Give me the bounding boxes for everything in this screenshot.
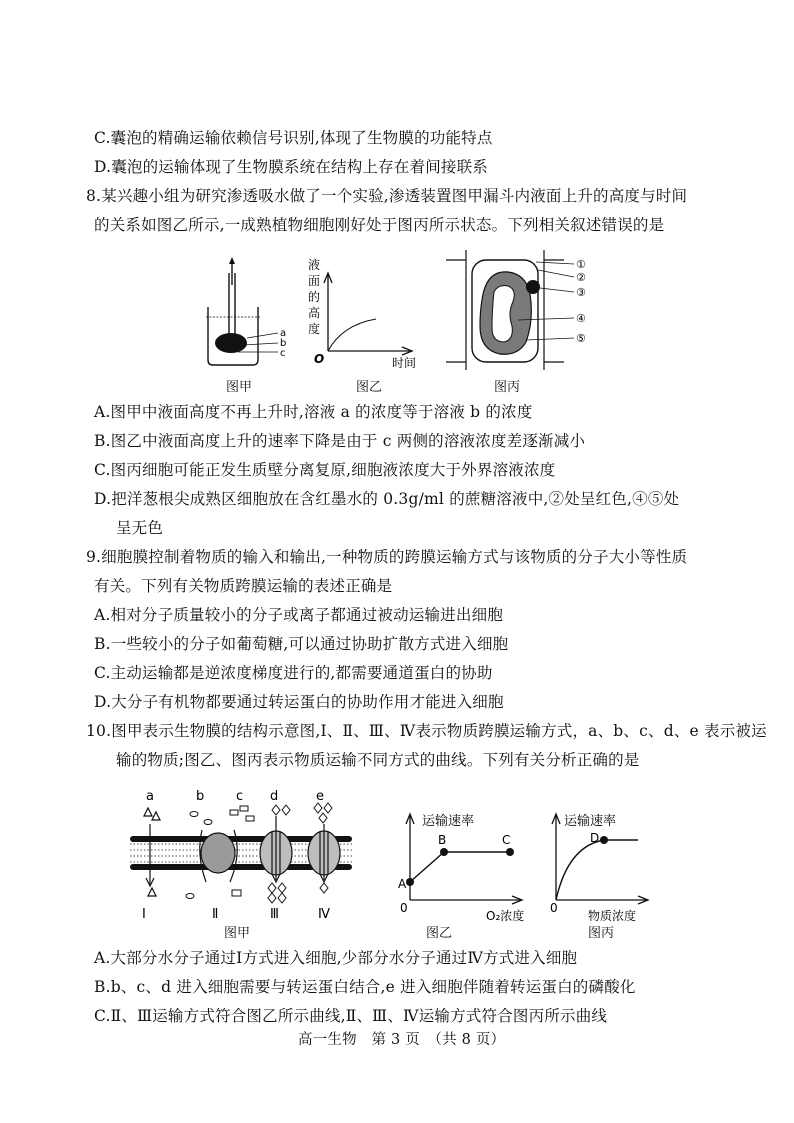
q8-figure-yi	[304, 255, 434, 370]
q9-option-d: D.大分子有机物都要通过转运蛋白的协助作用才能进入细胞	[94, 693, 504, 711]
q10-jia-roman-1: Ⅰ	[142, 907, 146, 922]
q9-option-a: A.相对分子质量较小的分子或离子都通过被动运输进出细胞	[94, 606, 504, 624]
q10-jia-roman-3: Ⅲ	[270, 907, 279, 922]
q10-option-b: B.b、c、d 进入细胞需要与转运蛋白结合,e 进入细胞伴随着转运蛋白的磷酸化	[94, 978, 636, 996]
q8-caption-bing: 图丙	[494, 380, 521, 395]
q8-option-c: C.图丙细胞可能正发生质壁分离复原,细胞液浓度大于外界溶液浓度	[94, 461, 556, 479]
q10-jia-label-c: c	[236, 789, 244, 804]
q10-yi-point-c: C	[502, 833, 511, 847]
q8-yi-ylabel-char: 高	[308, 306, 321, 320]
q10-figure-jia	[126, 784, 356, 934]
q10-stem-line2: 输的物质;图乙、图丙表示物质运输不同方式的曲线。下列有关分析正确的是	[116, 751, 640, 769]
q10-figure-bing	[540, 808, 658, 926]
q10-bing-xlabel: 物质浓度	[588, 909, 637, 923]
q8-option-d-line1: D.把洋葱根尖成熟区细胞放在含红墨水的 0.3g/ml 的蔗糖溶液中,②处呈红色,④⑤处	[94, 490, 680, 508]
q10-bing-point-d: D	[590, 831, 600, 845]
q8-bing-label-5: ⑤	[576, 332, 586, 345]
q10-jia-label-a: a	[146, 789, 154, 804]
q10-option-a: A.大部分水分子通过Ⅰ方式进入细胞,少部分水分子通过Ⅳ方式进入细胞	[94, 949, 578, 967]
q8-caption-yi: 图乙	[356, 380, 383, 395]
q7-option-c: C.囊泡的精确运输依赖信号识别,体现了生物膜的功能特点	[94, 129, 493, 147]
q10-stem-line1: 10.图甲表示生物膜的结构示意图,Ⅰ、Ⅱ、Ⅲ、Ⅳ表示物质跨膜运输方式，a、b、c、d、e 表示被运	[86, 722, 767, 740]
q8-figure-bing	[446, 250, 606, 374]
q9-stem-line1: 9.细胞膜控制着物质的输入和输出,一种物质的跨膜运输方式与该物质的分子大小等性质	[86, 548, 688, 566]
q8-bing-label-2: ②	[576, 271, 586, 284]
q8-caption-jia: 图甲	[226, 380, 253, 395]
q10-jia-label-d: d	[270, 789, 279, 804]
q10-caption-jia: 图甲	[224, 926, 251, 941]
q8-option-a: A.图甲中液面高度不再上升时,溶液 a 的浓度等于溶液 b 的浓度	[94, 403, 533, 421]
q8-jia-label-b: b	[280, 338, 287, 349]
q10-yi-point-a: A	[398, 877, 407, 891]
q8-yi-ylabel-char: 度	[308, 322, 321, 336]
q8-stem-line2: 的关系如图乙所示,一成熟植物细胞刚好处于图丙所示状态。下列相关叙述错误的是	[94, 216, 665, 234]
q8-yi-ylabel-char: 面	[308, 274, 321, 288]
q7-option-d: D.囊泡的运输体现了生物膜系统在结构上存在着间接联系	[94, 158, 489, 176]
q8-figure-jia	[198, 255, 298, 370]
q8-jia-label-c: c	[280, 348, 286, 359]
q8-yi-ylabel-char: 的	[308, 290, 321, 304]
q8-stem-line1: 8.某兴趣小组为研究渗透吸水做了一个实验,渗透装置图甲漏斗内液面上升的高度与时间	[86, 187, 688, 205]
q8-jia-label-a: a	[280, 328, 287, 339]
q9-stem-line2: 有关。下列有关物质跨膜运输的表述正确是	[94, 577, 393, 595]
q10-jia-label-b: b	[196, 789, 205, 804]
q10-jia-roman-2: Ⅱ	[212, 907, 219, 922]
q8-bing-label-3: ③	[576, 286, 586, 299]
q10-yi-origin: 0	[400, 901, 408, 915]
q10-figure-yi	[366, 808, 532, 926]
q10-caption-yi: 图乙	[426, 926, 453, 941]
q10-caption-bing: 图丙	[588, 926, 615, 941]
q8-yi-origin: O	[314, 352, 325, 366]
q8-bing-label-1: ①	[576, 258, 586, 271]
q10-yi-xlabel: O₂浓度	[486, 909, 525, 923]
q10-jia-roman-4: Ⅳ	[318, 907, 330, 922]
q8-option-d-line2: 呈无色	[116, 519, 164, 537]
q8-option-b: B.图乙中液面高度上升的速率下降是由于 c 两侧的溶液浓度差逐渐减小	[94, 432, 586, 450]
q10-bing-origin: 0	[550, 901, 558, 915]
q9-option-b: B.一些较小的分子如葡萄糖,可以通过协助扩散方式进入细胞	[94, 635, 509, 653]
q10-yi-point-b: B	[438, 833, 447, 847]
q8-bing-label-4: ④	[576, 312, 586, 325]
q8-yi-xlabel: 时间	[392, 356, 417, 370]
q10-bing-ylabel: 运输速率	[564, 814, 617, 829]
q10-jia-label-e: e	[316, 789, 324, 804]
q8-yi-ylabel-char: 液	[308, 258, 321, 272]
q9-option-c: C.主动运输都是逆浓度梯度进行的,都需要通道蛋白的协助	[94, 664, 493, 682]
page-footer: 高一生物 第 3 页 （共 8 页）	[298, 1032, 506, 1048]
q10-option-c: C.Ⅱ、Ⅲ运输方式符合图乙所示曲线,Ⅱ、Ⅲ、Ⅳ运输方式符合图丙所示曲线	[94, 1007, 608, 1025]
q10-yi-ylabel: 运输速率	[422, 814, 475, 829]
